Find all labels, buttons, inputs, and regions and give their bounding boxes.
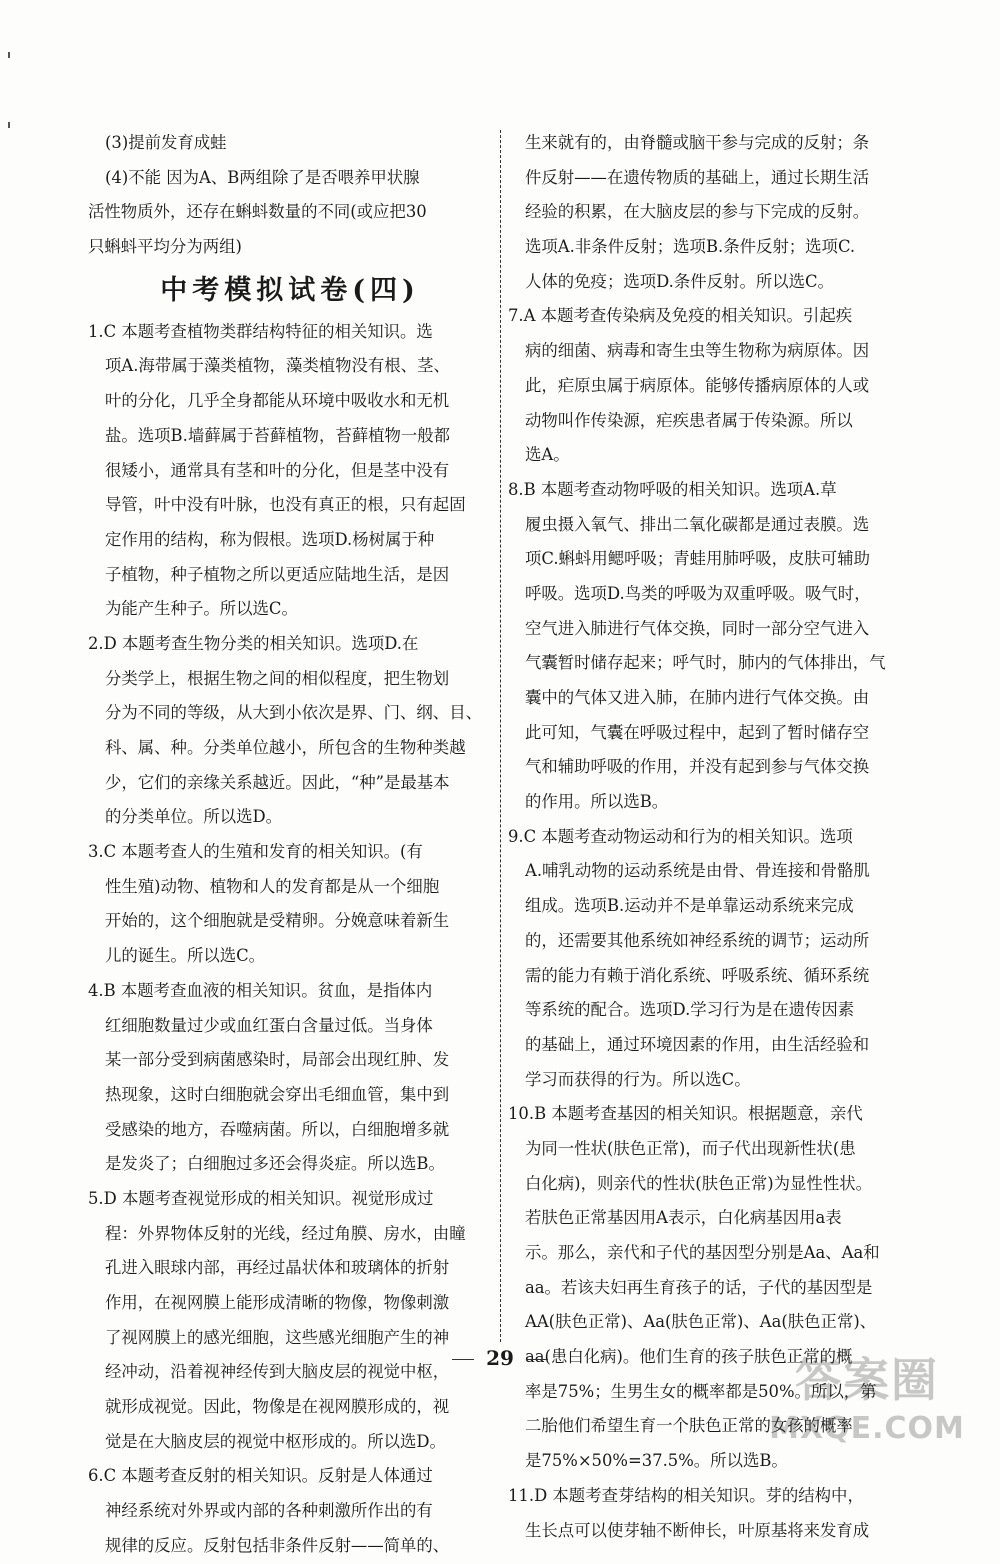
page-number: 29: [486, 1346, 514, 1370]
answer-line: 叶的分化，几乎全身都能从环境中吸收水和无机: [105, 391, 450, 411]
answer-line: 9.C 本题考查动物运动和行为的相关知识。选项: [508, 826, 853, 846]
answer-list: [88, 315, 492, 1564]
answer-line: 3.C 本题考查人的生殖和发育的相关知识。(有: [88, 842, 423, 862]
answer-line: 某一部分受到病菌感染时，局部会出现红肿、发: [105, 1050, 450, 1070]
answer-line: 气和辅助呼吸的作用，并没有起到参与气体交换: [525, 757, 870, 777]
answer-line: 规律的反应。反射包括非条件反射——简单的、: [105, 1535, 450, 1555]
answer-line: 觉是在大脑皮层的视觉中枢形成的。所以选D。: [105, 1431, 446, 1451]
answer-line: 生长点可以使芽轴不断伸长，叶原基将来发育成: [525, 1520, 870, 1540]
answer-line: 二胎他们希望生育一个肤色正常的女孩的概率: [525, 1416, 853, 1436]
answer-line: 需的能力有赖于消化系统、呼吸系统、循环系统: [525, 965, 870, 985]
answer-line: 程：外界物体反射的光线，经过角膜、房水，由瞳: [105, 1223, 466, 1243]
answer-line: 项A.海带属于藻类植物，藻类植物没有根、茎、: [105, 356, 450, 376]
answer-line: 导管，叶中没有叶脉，也没有真正的根，只有起固: [105, 495, 466, 515]
answer-line: 的分类单位。所以选D。: [105, 807, 283, 827]
answer-line: 了视网膜上的感光细胞，这些感光细胞产生的神: [105, 1327, 450, 1347]
answer-line: 儿的诞生。所以选C。: [105, 946, 266, 966]
answer-line: 少，它们的亲缘关系越近。因此，“种”是最基本: [105, 772, 450, 792]
answer-line: 为同一性状(肤色正常)，而子代出现新性状(患: [525, 1138, 856, 1158]
right-column: [508, 126, 920, 1548]
answer-line: 分类学上，根据生物之间的相似程度，把生物划: [105, 668, 450, 688]
answer-line: 1.C 本题考查植物类群结构特征的相关知识。选: [88, 321, 433, 341]
answer-line: 动物叫作传染源，疟疾患者属于传染源。所以: [525, 410, 853, 430]
answer-line: 的，还需要其他系统如神经系统的调节；运动所: [525, 930, 870, 950]
answer-line: 履虫摄入氧气、排出二氧化碳都是通过表膜。选: [525, 514, 870, 534]
answer-line: 神经系统对外界或内部的各种刺激所作出的有: [105, 1501, 433, 1521]
answer-line: 科、属、种。分类单位越小，所包含的生物种类越: [105, 738, 466, 757]
answer-line: 空气进入肺进行气体交换，同时一部分空气进入: [525, 618, 870, 638]
answer-line: 6.C 本题考查反射的相关知识。反射是人体通过: [88, 1466, 433, 1486]
answer-line: 4.B 本题考查血液的相关知识。贫血，是指体内: [88, 980, 433, 1000]
answer-line: 经冲动，沿着视神经传到大脑皮层的视觉中枢，: [105, 1362, 450, 1382]
answer-line: 项C.蝌蚪用鳃呼吸；青蛙用肺呼吸，皮肤可辅助: [525, 549, 870, 569]
answer-line: 选项A.非条件反射；选项B.条件反射；选项C.: [525, 237, 856, 257]
answer-line: 组成。选项B.运动并不是单靠运动系统来完成: [525, 896, 854, 916]
answer-line: 是发炎了；白细胞过多还会得炎症。所以选B。: [105, 1154, 445, 1174]
answer-line: 红细胞数量过少或血红蛋白含量过低。当身体: [105, 1015, 433, 1035]
text-line: 活性物质外，还存在蝌蚪数量的不同(或应把30: [88, 202, 427, 222]
answer-line: 的基础上，通过环境因素的作用，由生活经验和: [525, 1034, 870, 1054]
section-title: 中考模拟试卷(四): [160, 274, 420, 306]
answer-line: 此可知，气囊在呼吸过程中，起到了暂时储存空: [525, 722, 870, 742]
answer-line: A.哺乳动物的运动系统是由骨、骨连接和骨骼肌: [525, 861, 870, 881]
answer-line: 很矮小，通常具有茎和叶的分化，但是茎中没有: [105, 460, 450, 480]
previous-answer-continuation: [88, 126, 492, 265]
answer-line: 性生殖)动物、植物和人的发育都是从一个细胞: [105, 876, 440, 896]
answer-line: 热现象，这时白细胞就会穿出毛细血管，集中到: [105, 1084, 450, 1104]
margin-mark: [8, 52, 10, 58]
answer-line: 的作用。所以选B。: [525, 792, 669, 812]
answer-line: 选A。: [525, 445, 570, 465]
answer-line: 生来就有的，由脊髓或脑干参与完成的反射；条: [525, 133, 870, 152]
answer-line: 白化病)，则亲代的性状(肤色正常)为显性性状。: [525, 1173, 872, 1193]
answer-line: aa。若该夫妇再生育孩子的话，子代的基因型是: [525, 1277, 873, 1297]
text-line: (4)不能 因为A、B两组除了是否喂养甲状腺: [105, 167, 420, 187]
answer-line: 经验的积累，在大脑皮层的参与下完成的反射。: [525, 202, 870, 222]
answer-line: 气囊暂时储存起来；呼气时，肺内的气体排出，气: [525, 653, 886, 673]
watermark-logo: [752, 1350, 982, 1462]
answer-line: 囊中的气体又进入肺，在肺内进行气体交换。由: [525, 688, 870, 707]
column-divider: [500, 130, 501, 1342]
answer-line: 8.B 本题考查动物呼吸的相关知识。选项A.草: [508, 479, 837, 499]
answer-line: 定作用的结构，称为假根。选项D.杨树属于种: [105, 529, 435, 549]
answer-line: 2.D 本题考查生物分类的相关知识。选项D.在: [88, 633, 419, 653]
answer-line: 此，疟原虫属于病原体。能够传播病原体的人或: [525, 375, 870, 395]
answer-line: 是75%×50%=37.5%。所以选B。: [525, 1451, 788, 1471]
answer-line: 作用，在视网膜上能形成清晰的物像，物像刺激: [105, 1293, 450, 1312]
answer-line: 子植物，种子植物之所以更适应陆地生活，是因: [105, 564, 450, 584]
answer-line: 率是75%；生男生女的概率都是50%。所以，第: [525, 1381, 877, 1401]
text-line: 只蝌蚪平均分为两组): [88, 237, 242, 257]
answer-line: 就形成视觉。因此，物像是在视网膜形成的，视: [105, 1397, 450, 1417]
answer-line: 示。那么，亲代和子代的基因型分别是Aa、Aa和: [525, 1243, 880, 1262]
answer-line: AA(肤色正常)、Aa(肤色正常)、Aa(肤色正常)、: [525, 1312, 877, 1332]
answer-line: 7.A 本题考查传染病及免疫的相关知识。引起疾: [508, 306, 853, 326]
answer-line: 11.D 本题考查芽结构的相关知识。芽的结构中，: [508, 1485, 864, 1505]
margin-mark: [8, 122, 10, 128]
footer-dash-left: [452, 1359, 474, 1360]
answer-line: 孔进入眼球内部，再经过晶状体和玻璃体的折射: [105, 1258, 450, 1278]
answer-line: 为能产生种子。所以选C。: [105, 599, 298, 619]
answer-line: 人体的免疫；选项D.条件反射。所以选C。: [525, 271, 834, 291]
watermark-top: 答案圈: [795, 1353, 939, 1407]
answer-line: 呼吸。选项D.鸟类的呼吸为双重呼吸。吸气时，: [525, 583, 871, 603]
answer-line: 盐。选项B.墙藓属于苔藓植物，苔藓植物一般都: [105, 425, 451, 445]
text-line: (3)提前发育成蛙: [105, 133, 227, 152]
answer-line: 10.B 本题考查基因的相关知识。根据题意，亲代: [508, 1104, 863, 1124]
answer-line: 受感染的地方，吞噬病菌。所以，白细胞增多就: [105, 1119, 450, 1139]
answer-line: 5.D 本题考查视觉形成的相关知识。视觉形成过: [88, 1188, 434, 1208]
answer-line: 等系统的配合。选项D.学习行为是在遗传因素: [525, 1000, 855, 1020]
answer-line: 学习而获得的行为。所以选C。: [525, 1069, 751, 1089]
watermark-bottom: MXQE.COM: [769, 1411, 965, 1446]
answer-line: 若肤色正常基因用A表示，白化病基因用a表: [525, 1208, 842, 1228]
answer-line: 件反射——在遗传物质的基础上，通过长期生活: [525, 167, 870, 187]
footer-dash-right: [526, 1359, 548, 1360]
answer-line: 分为不同的等级，从大到小依次是界、门、纲、目、: [105, 703, 482, 723]
answer-line: 病的细菌、病毒和寄生虫等生物称为病原体。因: [525, 341, 870, 361]
answer-line: 开始的，这个细胞就是受精卵。分娩意味着新生: [105, 911, 450, 931]
answer-line: aa(患白化病)。他们生育的孩子肤色正常的概: [525, 1347, 853, 1367]
